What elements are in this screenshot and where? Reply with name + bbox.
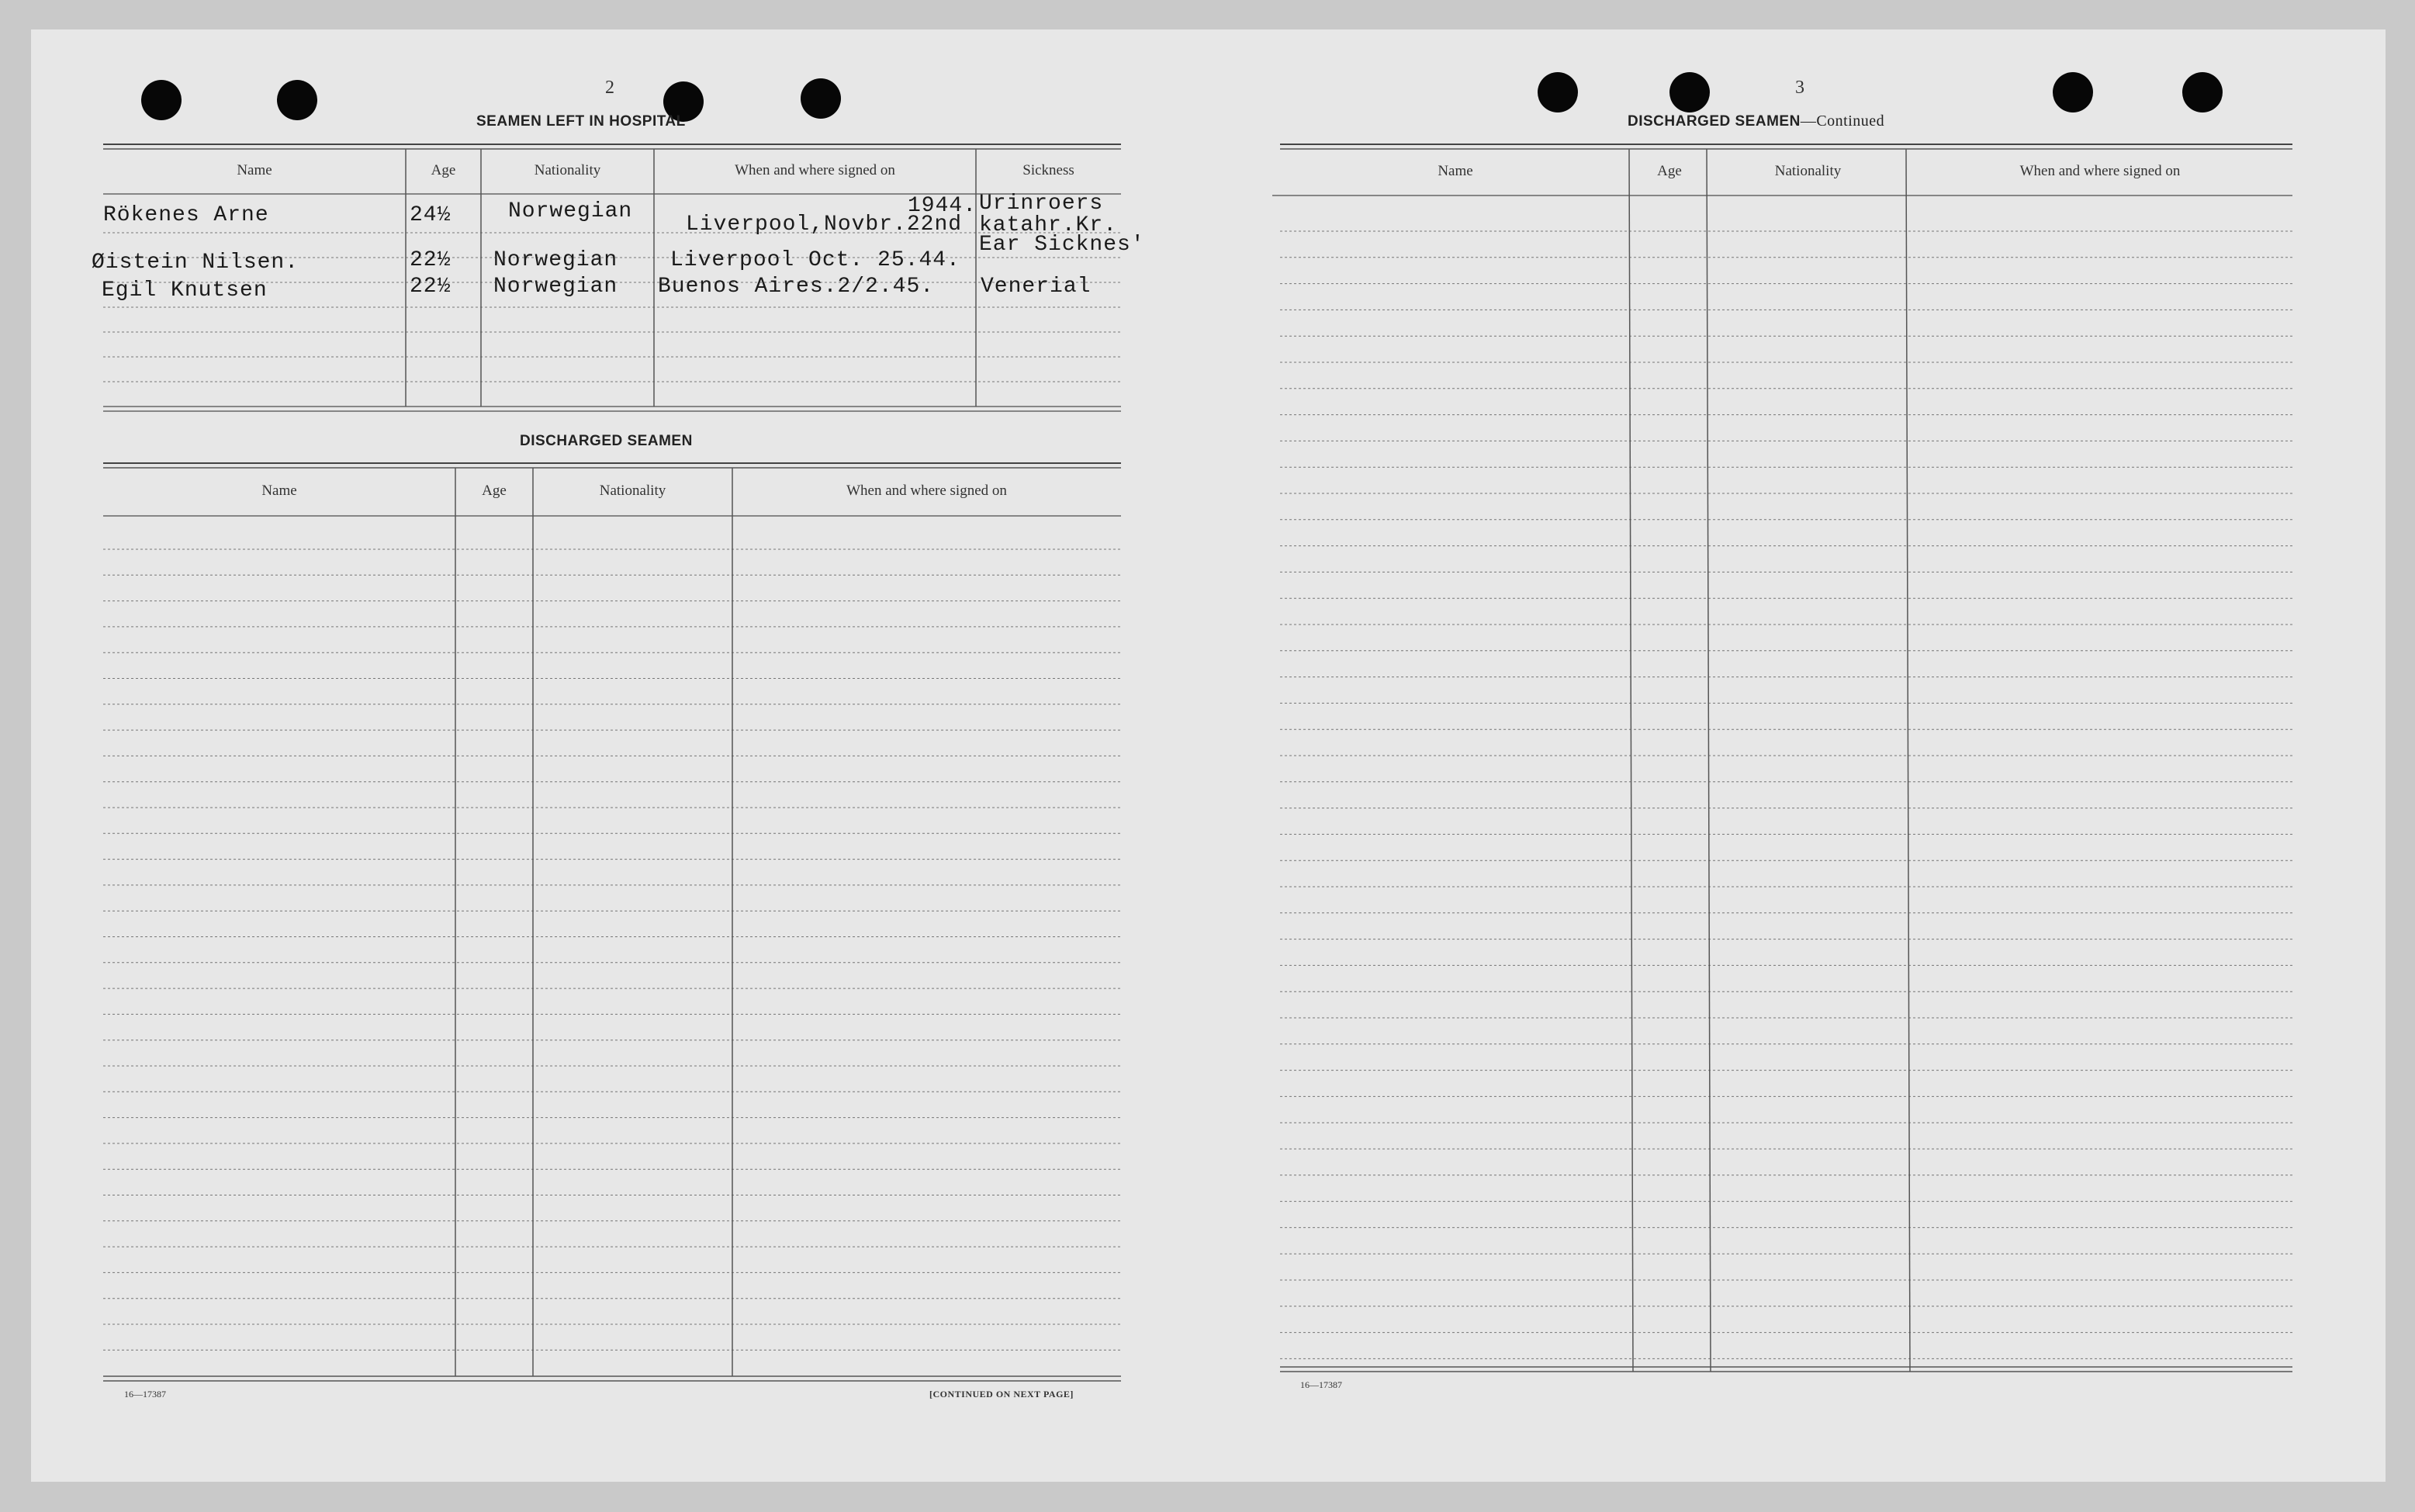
hospital-row-3-nationality: Norwegian xyxy=(493,275,618,299)
hospital-row-1-sickness-line-1: Urinroers xyxy=(979,192,1104,216)
discharged-col-nationality: Nationality xyxy=(599,483,666,499)
continued-title-suffix: —Continued xyxy=(1800,112,1885,130)
page-number-left: 2 xyxy=(605,78,614,98)
discharged-col-name: Name xyxy=(261,483,297,499)
continued-col-nationality: Nationality xyxy=(1774,163,1842,179)
hospital-col-age: Age xyxy=(431,162,456,178)
hospital-col-name: Name xyxy=(237,162,272,178)
continued-section-title xyxy=(1628,112,1884,130)
continued-col-signed-on: When and where signed on xyxy=(2019,163,2181,179)
hospital-row-3-sickness: Venerial xyxy=(981,275,1092,299)
hospital-row-1-nationality: Norwegian xyxy=(508,199,633,223)
form-number-left: 16—17387 xyxy=(124,1389,166,1400)
hospital-row-1-age: 24½ xyxy=(410,203,452,227)
hospital-row-3-age: 22½ xyxy=(410,275,452,299)
hospital-row-2-age: 22½ xyxy=(410,248,452,272)
hospital-row-2-signed-on: Liverpool Oct. 25.44. xyxy=(670,248,960,272)
hospital-col-signed-on: When and where signed on xyxy=(735,162,895,178)
discharged-section-title: DISCHARGED SEAMEN xyxy=(520,433,693,449)
continued-col-name: Name xyxy=(1438,163,1473,179)
hospital-row-3-name: Egil Knutsen xyxy=(102,279,268,303)
discharged-col-signed-on: When and where signed on xyxy=(846,483,1007,499)
hospital-row-2-sickness: Ear Sicknes' xyxy=(979,233,1145,257)
discharged-col-age: Age xyxy=(482,483,507,499)
hospital-row-2-name: Øistein Nilsen. xyxy=(92,251,299,275)
hospital-row-3-signed-on: Buenos Aires.2/2.45. xyxy=(658,275,935,299)
form-number-right: 16—17387 xyxy=(1300,1379,1342,1390)
hospital-row-2-nationality: Norwegian xyxy=(493,248,618,272)
hospital-col-sickness: Sickness xyxy=(1022,162,1074,178)
hospital-section-title: SEAMEN LEFT IN HOSPITAL xyxy=(476,113,686,130)
hospital-row-1-name: Rökenes Arne xyxy=(103,203,269,227)
continued-note: [CONTINUED ON NEXT PAGE] xyxy=(929,1389,1074,1400)
hospital-row-1-signed-on: Liverpool,Novbr.22nd xyxy=(686,213,963,237)
page-number-right: 3 xyxy=(1795,78,1804,98)
continued-col-age: Age xyxy=(1657,163,1682,179)
hospital-col-nationality: Nationality xyxy=(534,162,601,178)
hospital-row-1-sickness-line-2: katahr.Kr. xyxy=(979,213,1118,237)
continued-title-main: DISCHARGED SEAMEN xyxy=(1628,113,1801,130)
hospital-row-1-year: 1944. xyxy=(908,194,977,218)
